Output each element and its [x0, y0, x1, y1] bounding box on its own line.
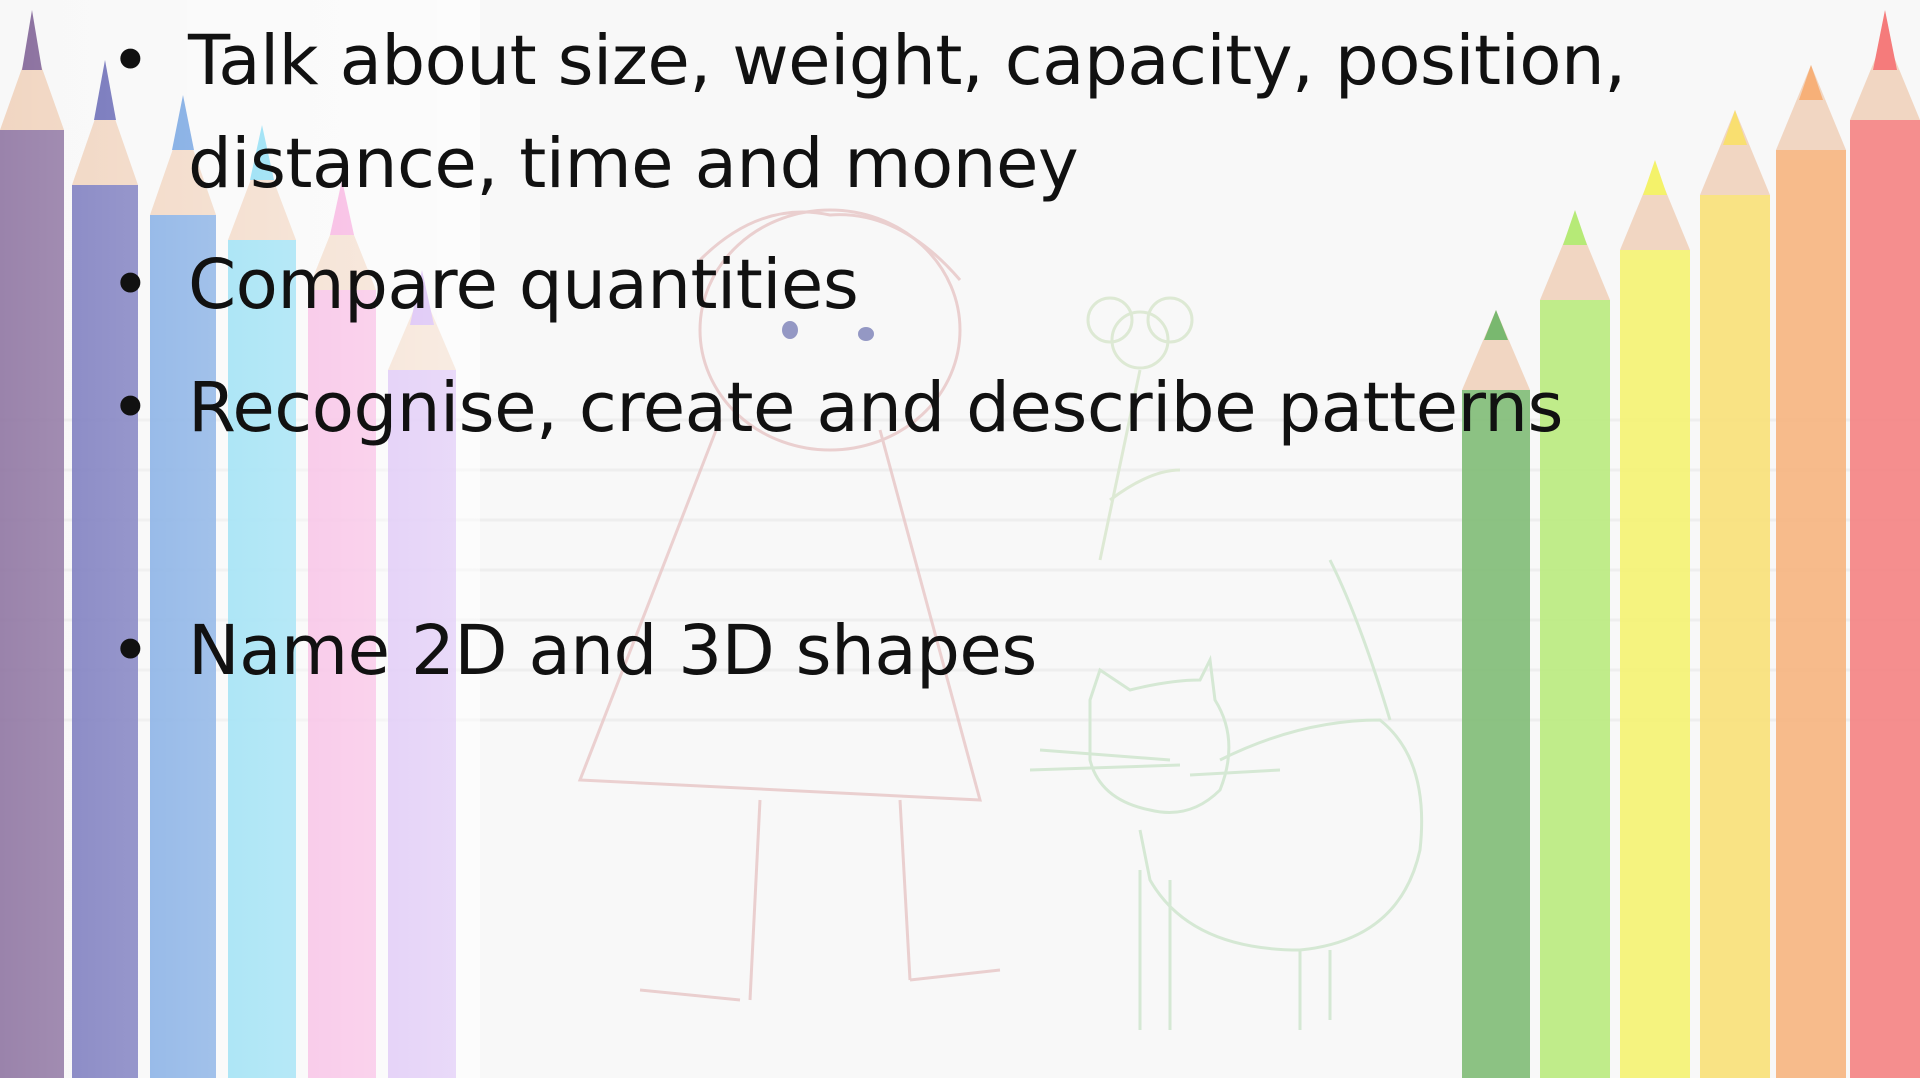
bullet-text: Name 2D and 3D shapes [188, 611, 1037, 691]
bullet-text: Recognise, create and describe patterns [188, 368, 1563, 448]
bullet-item [110, 234, 1710, 337]
bullet-marker: • [110, 611, 151, 691]
bullet-list [110, 10, 1710, 703]
bullet-item [110, 10, 1710, 216]
bullet-text: Compare quantities [188, 245, 859, 325]
bullet-item [110, 357, 1710, 460]
pencil-icon [1850, 10, 1920, 1078]
bullet-item [110, 600, 1710, 703]
pencil-icon [1700, 110, 1770, 1078]
bullet-marker: • [110, 245, 151, 325]
bullet-marker: • [110, 21, 151, 101]
bullet-marker: • [110, 368, 151, 448]
pencil-icon [1776, 65, 1846, 1078]
spacer [110, 460, 1710, 560]
bullet-text: Talk about size, weight, capacity, position, distance, time and money [188, 21, 1626, 204]
